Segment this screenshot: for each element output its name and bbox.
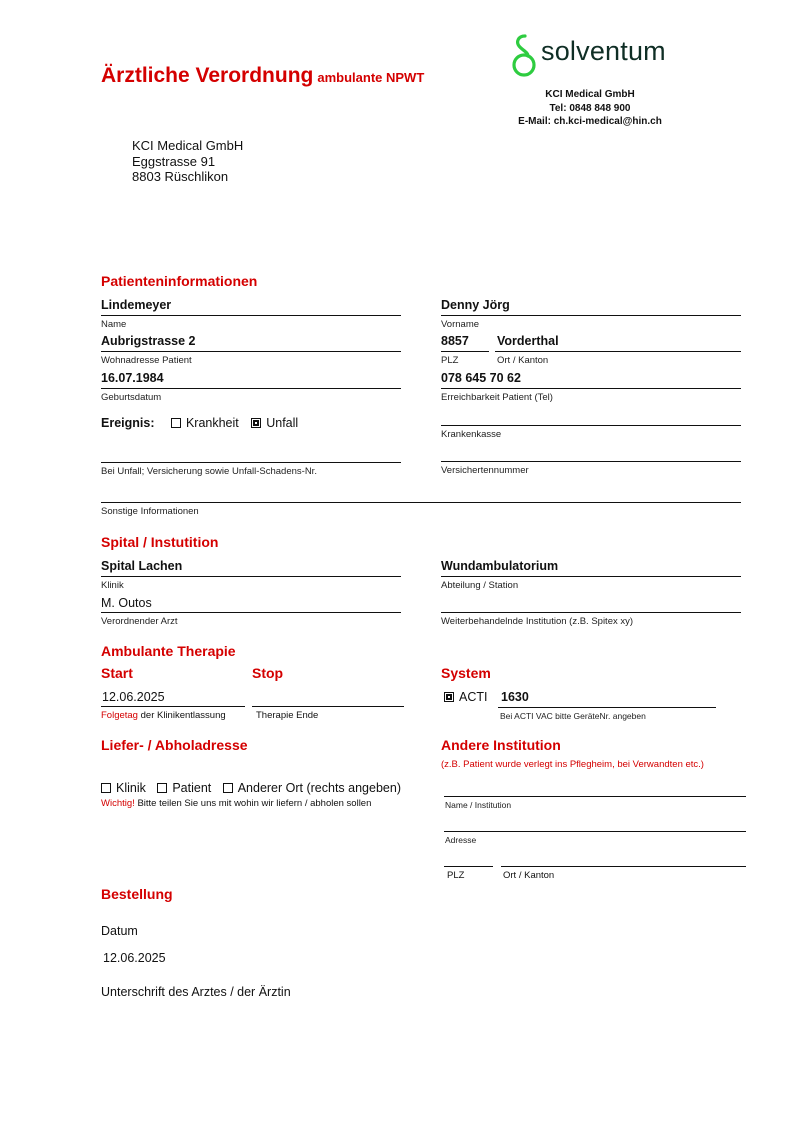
event-option-unfall-label: Unfall bbox=[266, 416, 299, 430]
section-order: Bestellung bbox=[101, 886, 173, 902]
contact-company: KCI Medical GmbH bbox=[545, 89, 635, 100]
patient-birthdate-line bbox=[101, 388, 401, 389]
abteilung-line bbox=[441, 576, 741, 577]
delivery-options bbox=[101, 779, 401, 797]
patient-phone-label: Erreichbarkeit Patient (Tel) bbox=[441, 392, 553, 403]
patient-birthdate-label: Geburtsdatum bbox=[101, 392, 162, 403]
address-line-1: KCI Medical GmbH bbox=[132, 138, 244, 153]
contact-phone: Tel: 0848 848 900 bbox=[549, 102, 631, 114]
section-other-institution: Andere Institution bbox=[441, 737, 561, 753]
patient-address-line bbox=[101, 351, 401, 352]
document-title bbox=[101, 64, 424, 88]
address-line-3: 8803 Rüschlikon bbox=[132, 169, 229, 184]
checkbox-klinik[interactable] bbox=[101, 783, 111, 793]
other-info-label: Sonstige Informationen bbox=[101, 506, 199, 517]
event-row bbox=[101, 414, 298, 432]
checkbox-patient[interactable] bbox=[157, 783, 167, 793]
section-hospital: Spital / Instutition bbox=[101, 534, 219, 550]
system-title: System bbox=[441, 665, 491, 681]
event-option-krankheit[interactable] bbox=[171, 416, 239, 430]
patient-name-line bbox=[101, 315, 401, 316]
arzt-value[interactable]: M. Outos bbox=[101, 596, 152, 610]
device-number-label: Bei ACTI VAC bitte GeräteNr. angeben bbox=[500, 711, 646, 721]
patient-phone-line bbox=[441, 388, 741, 389]
krankenkasse-line[interactable] bbox=[441, 425, 741, 426]
title-main: Ärztliche Verordnung bbox=[101, 64, 314, 87]
patient-firstname-line bbox=[441, 315, 741, 316]
delivery-option-other[interactable] bbox=[223, 781, 401, 795]
delivery-note bbox=[101, 798, 371, 809]
device-number-line bbox=[498, 707, 716, 708]
weiterbehandelnde-line[interactable] bbox=[441, 612, 741, 613]
patient-address-value[interactable]: Aubrigstrasse 2 bbox=[101, 334, 196, 348]
patient-name-label: Name bbox=[101, 319, 127, 330]
patient-plz-line bbox=[441, 351, 489, 352]
section-patient-info: Patienteninformationen bbox=[101, 273, 258, 289]
system-option-acti[interactable] bbox=[444, 690, 487, 704]
stop-date-line[interactable] bbox=[252, 706, 404, 707]
versichertennummer-line[interactable] bbox=[441, 461, 741, 462]
solventum-logo-icon bbox=[508, 32, 542, 80]
patient-address-label: Wohnadresse Patient bbox=[101, 355, 192, 366]
order-date-label: Datum bbox=[101, 924, 138, 938]
other-institution-city-line[interactable] bbox=[501, 866, 746, 867]
other-institution-plz-line[interactable] bbox=[444, 866, 493, 867]
system-option-acti-label: ACTI bbox=[459, 690, 488, 704]
stop-title: Stop bbox=[252, 665, 284, 681]
other-institution-hint: (z.B. Patient wurde verlegt ins Pflegheim, bei Verwandten etc.) bbox=[441, 759, 704, 770]
brand-name: solventum bbox=[541, 36, 666, 66]
device-number-value[interactable]: 1630 bbox=[501, 690, 529, 704]
checkbox-other-location[interactable] bbox=[223, 783, 233, 793]
delivery-note-text: Bitte teilen Sie uns mit wohin wir liefern / abholen sollen bbox=[137, 798, 372, 809]
patient-city-value[interactable]: Vorderthal bbox=[497, 334, 559, 348]
delivery-option-other-label: Anderer Ort (rechts angeben) bbox=[237, 781, 401, 795]
accident-insurance-line[interactable] bbox=[101, 462, 401, 463]
other-institution-address-label: Adresse bbox=[445, 835, 477, 845]
other-info-line[interactable] bbox=[101, 502, 741, 503]
title-subtitle: ambulante NPWT bbox=[317, 70, 425, 85]
other-institution-address-line[interactable] bbox=[444, 831, 746, 832]
delivery-option-klinik-label: Klinik bbox=[116, 781, 146, 795]
patient-name-value[interactable]: Lindemeyer bbox=[101, 298, 172, 312]
start-date-value[interactable]: 12.06.2025 bbox=[102, 690, 165, 704]
contact-block bbox=[505, 88, 675, 129]
abteilung-value[interactable]: Wundambulatorium bbox=[441, 559, 559, 573]
checkbox-krankheit[interactable] bbox=[171, 418, 181, 428]
arzt-label: Verordnender Arzt bbox=[101, 616, 178, 627]
stop-date-label: Therapie Ende bbox=[256, 710, 319, 721]
patient-phone-value[interactable]: 078 645 70 62 bbox=[441, 371, 521, 385]
event-option-krankheit-label: Krankheit bbox=[185, 416, 239, 430]
section-therapy: Ambulante Therapie bbox=[101, 643, 236, 659]
klinik-value[interactable]: Spital Lachen bbox=[101, 559, 183, 573]
checkbox-unfall-checked[interactable] bbox=[251, 418, 261, 428]
delivery-option-patient-label: Patient bbox=[172, 781, 212, 795]
start-date-line bbox=[101, 706, 245, 707]
start-title: Start bbox=[101, 665, 133, 681]
patient-birthdate-value[interactable]: 16.07.1984 bbox=[101, 371, 164, 385]
other-institution-city-label: Ort / Kanton bbox=[503, 870, 555, 881]
address-line-2: Eggstrasse 91 bbox=[132, 153, 216, 169]
patient-firstname-label: Vorname bbox=[441, 319, 480, 330]
recipient-address bbox=[132, 138, 243, 185]
section-delivery: Liefer- / Abholadresse bbox=[101, 737, 248, 753]
delivery-option-klinik[interactable] bbox=[101, 781, 146, 795]
patient-city-label: Ort / Kanton bbox=[497, 355, 549, 366]
start-label-highlight: Folgetag bbox=[101, 710, 138, 721]
start-date-label bbox=[101, 710, 226, 721]
signature-label: Unterschrift des Arztes / der Ärztin bbox=[101, 985, 291, 999]
other-institution-name-label: Name / Institution bbox=[445, 800, 512, 810]
patient-firstname-value[interactable]: Denny Jörg bbox=[441, 298, 510, 312]
patient-city-line bbox=[495, 351, 741, 352]
abteilung-label: Abteilung / Station bbox=[441, 580, 519, 591]
krankenkasse-label: Krankenkasse bbox=[441, 429, 502, 440]
start-label-rest: der Klinikentlassung bbox=[140, 710, 226, 721]
patient-plz-value[interactable]: 8857 bbox=[441, 334, 469, 348]
other-institution-name-line[interactable] bbox=[444, 796, 746, 797]
patient-plz-label: PLZ bbox=[441, 355, 459, 366]
klinik-label: Klinik bbox=[101, 580, 124, 591]
delivery-note-important: Wichtig! bbox=[101, 798, 135, 809]
event-option-unfall[interactable] bbox=[251, 416, 298, 430]
weiterbehandelnde-label: Weiterbehandelnde Institution (z.B. Spitex xy) bbox=[441, 616, 634, 627]
accident-insurance-label: Bei Unfall; Versicherung sowie Unfall-Schadens-Nr. bbox=[101, 466, 317, 477]
klinik-line bbox=[101, 576, 401, 577]
contact-email[interactable]: E-Mail: ch.kci-medical@hin.ch bbox=[518, 116, 662, 127]
event-label: Ereignis: bbox=[101, 416, 155, 430]
order-date-value[interactable]: 12.06.2025 bbox=[103, 951, 166, 965]
checkbox-acti-checked[interactable] bbox=[444, 692, 454, 702]
arzt-line bbox=[101, 612, 401, 613]
versichertennummer-label: Versichertennummer bbox=[441, 465, 529, 476]
other-institution-plz-label: PLZ bbox=[447, 870, 465, 881]
delivery-option-patient[interactable] bbox=[157, 781, 211, 795]
